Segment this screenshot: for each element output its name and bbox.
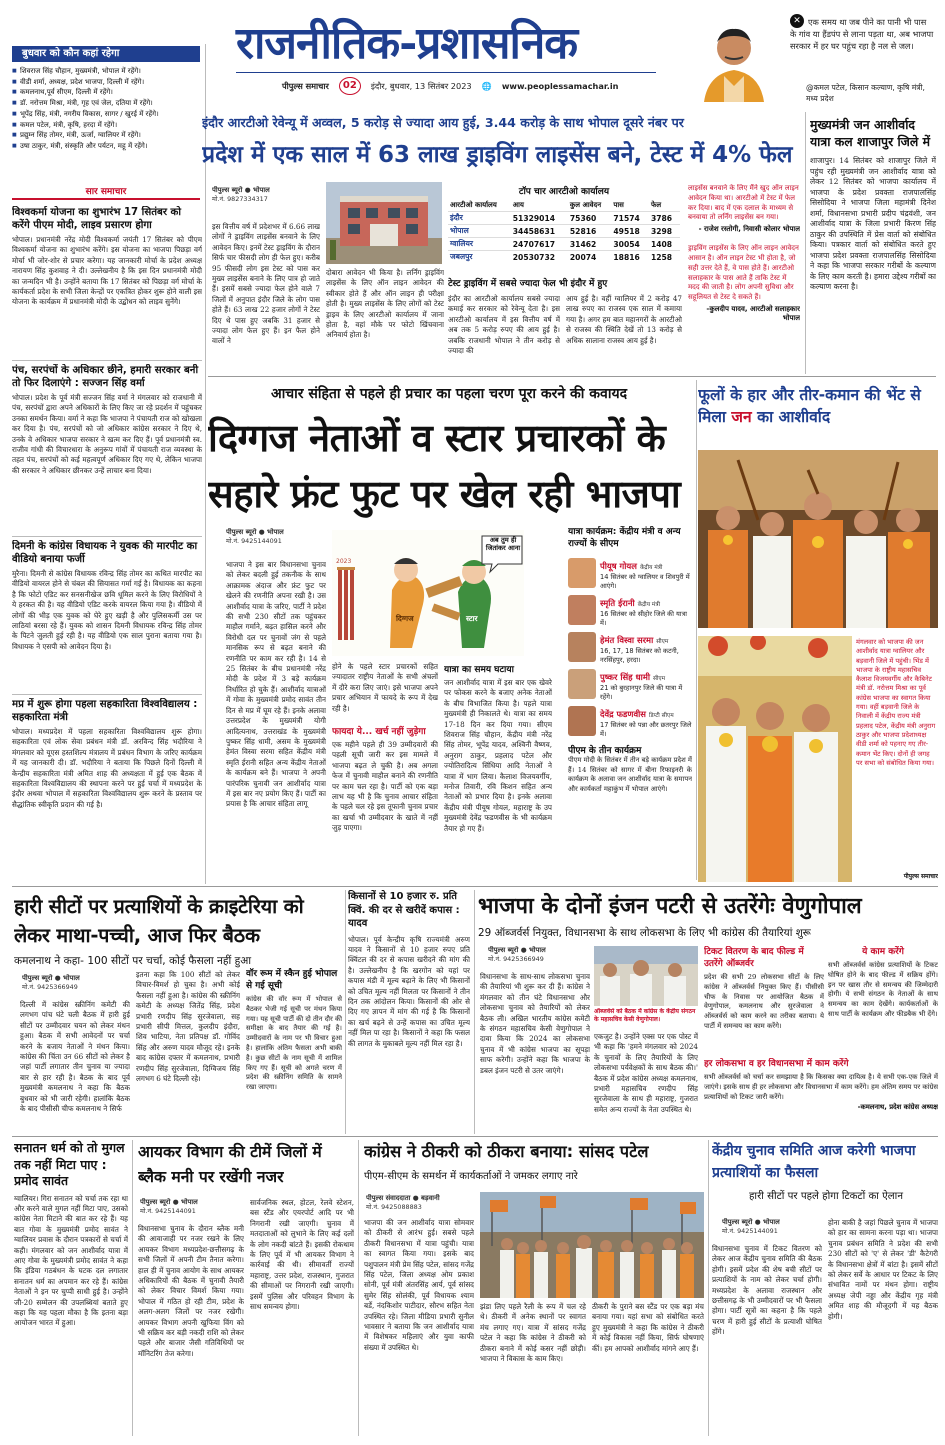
byline-mobile: मो.नं. 9425366949 <box>488 955 544 963</box>
table-row <box>448 238 680 251</box>
leader-schedule: 21 को बुरहानपुर जिले की यात्रा में रहेंगे। <box>600 684 683 701</box>
venugopal-photo <box>594 946 698 1006</box>
rto-sidebar <box>688 184 800 370</box>
sanatan-body: ग्वालियर। गिरा सनातन को चर्चा तक रहा था और करने वाले मुगल नहीं मिटा पाए, उसको कांग्रेस नेता मिटाने की बात कर रहे हैं। यह बात गोवा के मुख्यमंत्री प्रमोद सावंत ने ग्वालियर प्रवास के दौरान पत्रकारों से चर्चा में कही। मंगलवार को जन आशीर्वाद यात्रा में आए गोवा के मुख्यमंत्री प्रमोद सावंत ने कहा कि इंडिया गठबंधन के घटक दल लगातार सनातन धर्म का अपमान कर रहे हैं। कांग्रेस नेताओं ने इन पर चुप्पी साधी हुई है। उन्होंने जी-20 सम्मेलन की उपलब्धियां बताते हुए कहा कि यह पहला मौका है कि इतना बड़ा आयोजन भारत में हुआ। <box>14 1193 128 1328</box>
leader-role: डिप्टी सीएम <box>648 713 674 720</box>
kisan-story <box>348 890 470 1134</box>
table-cell: 24707617 <box>511 238 568 251</box>
kisan-body: भोपाल। पूर्व केन्द्रीय कृषि राज्यमंत्री अरुण यादव ने किसानों से 10 हजार रुपए प्रति क्विंटल की दर से कपास खरीदने की मांग की है। उल्लेखनीय है कि खरगोन को यहां पर कपास मंडी में मूल्य बढ़ाने के लिए भी किसानों को उचित मूल्य नहीं मिलता पर किसानों ने तीन दिन तक आंदोलन किया। किसानों की ओर से दिए गए ज्ञापन में मांग की गई है कि किसानों का खर्च बढ़ने से उन्हें कपास का उचित मूल्य नहीं मिल पा रहा है। किसानों ने कहा कि फसल की लागत के मुकाबले मूल्य नहीं मिल रहा है। <box>348 934 470 1048</box>
congress-col2: इतना कहा कि 100 सीटों को लेकर विचार-विमर्श हो चुका है। अभी कोई फैसला नहीं हुआ है। कांग्रेस की स्क्रीनिंग कमेटी के अध्यक्ष जितेंद्र सिंह, प्रदेश प्रभारी रणदीप सिंह सुरजेवाला, सह प्रभारी सीपी मित्तल, कुलदीप इंदौरा, शिव भाटिया, नेता प्रतिपक्ष डॉ. गोविंद सिंह और अरुण यादव मौजूद रहे। इनके बाद कांग्रेस दफ्तर में कमलनाथ, प्रभारी रणदीप सिंह सुरजेवाला, दिग्विजय सिंह लगभग 6 घंटे दिल्ली रहे। <box>136 970 240 1084</box>
saar-label <box>12 184 200 200</box>
table-cell: 31462 <box>568 238 611 251</box>
program-item <box>568 665 692 702</box>
leader-name: पुष्कर सिंह धामी <box>600 672 651 683</box>
program-item <box>568 554 692 591</box>
byline-mobile: मो.नं. 9425366949 <box>22 983 78 991</box>
table-row <box>448 225 680 238</box>
column-header: कुल आवेदन <box>569 201 602 209</box>
program-list <box>568 554 692 739</box>
rto-subhead: टेस्ट ड्राइविंग में सबसे ज्यादा फेल भी इंदौर में हुए <box>448 279 608 289</box>
thikri-byline <box>366 1194 476 1212</box>
list-item: ■ कमल पटेल, मंत्री, कृषि, हरदा में रहेंगे। <box>12 120 200 131</box>
thikri-col1: भाजपा की जन आशीर्वाद यात्रा सोमवार को ठीकरी से आरंभ हुई। सबसे पहले ठीकरी विधानसभा में यात्रा पहुंची। यात्रा का स्वागत किया गया। इसके बाद पशुपालन मंत्री प्रेम सिंह पटेल, सांसद गजेंद्र सिंह पटेल, जिला अध्यक्ष ओम प्रकाश सोनी, पूर्व मंत्री अंतरसिंह आर्य, पूर्व सांसद सुमेर सिंह सोलंकी, पूर्व विधायक श्याम बर्डे, नंदकिशोर पाटीदार, सौरभ सहित नेता उपस्थित रहे। जिला मीडिया प्रभारी सुनील भावसार ने बताया कि जन आशीर्वाद यात्रा में विशेषकर महिलाएं और युवा काफी संख्या में उपस्थित थे। <box>364 1218 474 1352</box>
phool-headline-b: का आशीर्वाद <box>757 408 831 426</box>
venugopal-box-3 <box>828 946 938 1072</box>
byline-org: पीपुल्स ब्यूरो ● भोपाल <box>212 186 270 194</box>
list-item: ■ डॉ. नरोत्तम मिश्रा, मंत्री, गृह एवं जेल, दतिया में रहेंगे। <box>12 98 200 109</box>
rto-table <box>448 200 680 263</box>
paper-name: पीपुल्स समाचार <box>282 80 329 91</box>
thikri-col3: ठीकरी के पुराने बस स्टैंड पर एक बड़ा मंच बनाया गया। यहां सभा को संबोधित करते हुए मुख्यमंत्री ने कहा कि कांग्रेस ने ठीकरी में कोई विकास नहीं किया, सिर्फ घोषणाएं कीं। हम आपको आशीर्वाद मांगने आए हैं। <box>592 1302 704 1353</box>
sidebar-quote-2-by: -कुलदीप यादव, आरटीओ सलाहकार भोपाल <box>706 304 800 322</box>
table-cell: 71574 <box>611 212 649 225</box>
list-item: ■ भूपेंद्र सिंह, मंत्री, नगरीय विकास, सागर / खुरई में रहेंगे। <box>12 109 200 120</box>
venugopal-photo-caption: ऑब्जर्वर्स को बैठक में कांग्रेस के केंद्रीय संगठन के महासचिव केसी वेणुगोपाल। <box>594 1008 696 1023</box>
rally-photo-1 <box>698 450 938 628</box>
list-item: ■ प्रद्युम्न सिंह तोमर, मंत्री, ऊर्जा, ग्वालियर में रहेंगे। <box>12 130 200 141</box>
bjp-headline: दिग्गज नेताओं व स्टार प्रचारकों के सहारे फ्रंट फुट पर खेल रही भाजपा <box>208 415 681 516</box>
budhwar-box <box>12 46 200 176</box>
table-cell: ग्वालियर <box>448 238 511 251</box>
leader-schedule: 17 सितंबर को पन्ना और छतरपुर जिले में। <box>600 721 692 738</box>
byline-mobile: मो.नं. 9425144091 <box>226 537 282 545</box>
section-title: राजनीतिक-प्रशासनिक <box>236 18 578 69</box>
saar-title: पंच, सरपंचों के अधिकार छीने, हमारी सरकार बनी तो फिर दिलाएंगे : सज्जन सिंह वर्मा <box>12 365 199 389</box>
leader-photo <box>568 632 596 662</box>
minister-photo <box>694 14 774 102</box>
byline-mobile: मो.नं. 9425144091 <box>140 1207 196 1215</box>
kisan-headline: किसानों से 10 हजार रु. प्रति क्विं. की दर से खरीदें कपास : यादव <box>348 891 460 929</box>
budhwar-heading: बुधवार को कौन कहां रहेगा <box>12 46 200 62</box>
bjp-fayda <box>332 724 438 880</box>
yatra-head: यात्रा का समय घटाया <box>444 665 514 675</box>
table-cell: 52816 <box>568 225 611 238</box>
kendriya-subhead: हारी सीटों पर पहले होगा टिकटों का ऐलान <box>749 1191 903 1202</box>
phool-headline <box>698 384 938 448</box>
byline-org: पीपुल्स ब्यूरो ● भोपाल <box>722 1218 780 1226</box>
byline-org: पीपुल्स ब्यूरो ● भोपाल <box>140 1198 198 1206</box>
table-title: टॉप चार आरटीओ कार्यालय <box>518 187 610 197</box>
table-cell: 20530732 <box>511 251 568 264</box>
leader-name: स्मृति ईरानी <box>600 598 635 609</box>
kendriya-col1: विधानसभा चुनाव में टिकट वितरण को लेकर आज केंद्रीय चुनाव समिति की बैठक होगी। इसमें प्रदेश की शेष बची सीटों पर प्रत्याशियों के नाम को लेकर चर्चा होगी। मध्यप्रदेश के अलावा राजस्थान और छत्तीसगढ़ के भी उम्मीदवारों पर भी फैसला होगा। पार्टी सूत्रों का कहना है कि पहले चरण में हारी हुई सीटों के प्रत्याशी घोषित होंगे। <box>712 1244 822 1337</box>
venugopal-box-1 <box>704 946 824 1052</box>
leader-schedule: 14 सितंबर को ग्वालियर व शिवपुरी में आएंगे। <box>600 573 690 590</box>
congress-subhead: कमलनाथ ने कहा- 100 सीटों पर चर्चा, कोई फैसला नहीं हुआ <box>14 955 252 967</box>
table-header-row <box>448 200 680 212</box>
box-body: सभी ऑब्जर्वर्स कांग्रेस प्रत्याशियों के टिकट घोषित होने के बाद फील्ड में सक्रिय होंगे। इन पर खास तौर से समन्वय की जिम्मेदारी होगी। ये सभी संगठन के नेताओं के साथ समन्वय का काम देखेंगे। कार्यकर्ताओं के साथ पार्टी के कार्यक्रम और फीडबैक भी देंगे। <box>828 961 938 1018</box>
saar-body: मुरैना। दिमनी से कांग्रेस विधायक रविन्द्र सिंह तोमर का कथित मारपीट का वीडियो वायरल होने से चंबल की सियासत गर्मा गई है। विधायक का कहना है कि फोटो एडिट कर सनसनीखेज छवि धूमिल करने के लिए विरोधियों ने ये हरकत की है। यह वीडियो एडिट करके वायरल किया गया है। वीडियो में लोगों की भीड़ एक युवक को घेरे हुए खड़ी है और पुलिसकर्मी उस पर लाठियां बरसा रहे हैं। युवक को शासन दिमनी विधायक रविन्द्र सिंह तोमर के पिटने जुलती हुई रही है। यह वीडियो एक साल पुराना बताया गया है। विधायक ने एसपी को आवेदन दिया है। <box>12 569 202 651</box>
cm-shajapur-body: शाजापुर। 14 सितंबर को शाजापुर जिले में पहुंच रही मुख्यमंत्री जन आशीर्वाद यात्रा को लेकर 12 सितंबर को भाजपा कार्यालय में भाजपा के प्रदेश प्रवक्ता राजपालसिंह सिसोदिया ने भाजपा जिला महामंत्री दिनेश शर्मा, विधानसभा प्रभारी प्रदीप चंद्रवंशी, जन आशीर्वाद यात्रा के जिला प्रभारी किरण सिंह ठाकुर की उपस्थिति में प्रेस वार्ता को संबोधित किया। पत्रकार वार्ता को संबोधित करते हुए भाजपा प्रदेश प्रवक्ता राजपालसिंह सिसोदिया ने कहा कि भाजपा सरकार गरीबों के कल्याण के लिए काम करती है। हमारा उद्देश्य गरीबों का कल्याण करना है। <box>810 156 936 291</box>
byline-org: पीपुल्स ब्यूरो ● भोपाल <box>226 528 284 536</box>
table-cell: इंदौर <box>448 212 511 225</box>
war-room-head: वॉर रूम में स्कैन हुई भोपाल से गई सूची <box>246 969 338 991</box>
cartoon-speech-bubble: अब तुम ही जितांकर आना <box>485 536 521 552</box>
website: www.peoplessamachar.in <box>501 81 619 91</box>
list-item: ■ वीडी शर्मा, अध्यक्ष, प्रदेश भाजपा, दिल्ली में रहेंगे। <box>12 77 200 88</box>
photo-credit: पीपुल्स समाचार <box>903 873 938 880</box>
phool-headline-jan: जन <box>731 408 752 426</box>
table-row <box>448 212 680 225</box>
box-head: हर लोकसभा व हर विधानसभा में काम करेंगे <box>704 1059 849 1069</box>
venugopal-byline <box>488 946 592 964</box>
sanatan-story <box>14 1140 128 1436</box>
rally-photo-2 <box>698 636 852 882</box>
leader-photo <box>568 669 596 699</box>
table-cell: 49518 <box>611 225 649 238</box>
table-cell: भोपाल <box>448 225 511 238</box>
congress-col1: दिल्ली में कांग्रेस स्क्रीनिंग कमेटी की लगभग पांच घंटे चली बैठक में हारी हुई सीटों पर उम्मीदवार चयन को लेकर मंथन हुआ। बैठक में सभी आवेदनों पर चर्चा करने के बजाय नेताओं ने मंथन किया। कांग्रेस की चिंता उन 66 सीटों को लेकर है जहां पार्टी लगातार तीन चुनाव या ज्यादा बार से हार रही है। बैठक के बाद पूर्व मुख्यमंत्री कमलनाथ ने कहा कि बैठक बुधवार को भी जारी रहेगी। हालांकि बैठक के बाद पीसीसी चीफ कमलनाथ ने सिर्फ <box>20 1000 130 1114</box>
fayda-body: एक महीने पहले ही 39 उम्मीदवारों की पहली सूची जारी कर इस मामले में भाजपा बढ़त ले चुकी है। अब अगला फेज में चुनावी माहौल बनाने की रणनीति पर काम चल रहा है। पार्टी को एक बड़ा लाभ यह भी है कि चुनाव आचार संहिता के पहले चल रहे इस तूफानी चुनाव प्रचार का खर्चा भी उम्मीदवार के खाते में नहीं जुड़ पाएगा। <box>332 740 438 833</box>
program-item <box>568 591 692 628</box>
budhwar-list <box>12 62 200 152</box>
dateline: इंदौर, बुधवार, 13 सितंबर 2023 <box>370 80 472 91</box>
rto-col3: इंदौर का आरटीओ कार्यालय सबसे ज्यादा कमाई कर सरकार को रेवेन्यू देता है। इस आरटीओ कार्यालय में इस वित्तीय वर्ष में अब तक 5 करोड़ रुपए की आय हुई है। जबकि राजधानी भोपाल ने तीन करोड़ से ज्यादा की <box>448 294 560 356</box>
photo-caption: मंगलवार को भाजपा की जन आशीर्वाद यात्रा ग्वालियर और बड़वानी जिले में पहुंची। भिंड में भाजपा के राष्ट्रीय महासचिव कैलाश विजयवर्गीय और कैबिनेट मंत्री डॉ. नरोत्तम मिश्रा का पूर्व कांग्रेस भाजपा का स्वागत किया गया। वहीं बड़वानी जिले के निवाली में केंद्रीय राज्य मंत्री प्रहलाद पटेल, केंद्रीय मंत्री अनुराग ठाकुर और भाजपा प्रदेशाध्यक्ष वीडी शर्मा को पहनाए गए तीर-कमान भेंट किए। दोनों ही जगह पर सभा को संबोधित किया गया। <box>856 638 936 767</box>
quote-text: एक समय था जब पीने का पानी भी पास के गांव या हैंडपंप से लाना पड़ता था, अब भाजपा सरकार में हर घर पहुंच रहा है नल से जल। <box>790 17 934 51</box>
x-icon: ✕ <box>790 14 804 28</box>
table-cell: 75360 <box>568 212 611 225</box>
table-cell: 51329014 <box>511 212 568 225</box>
phool-headline-a: फूलों के हार और तीर-कमान की भेंट से मिला <box>698 386 921 426</box>
thikri-rally-photo <box>480 1192 704 1298</box>
thikri-subhead: पीएम-सीएम के समर्थन में कार्यकर्ताओं ने जमकर लगाए नारे <box>364 1171 578 1182</box>
war-room-box <box>246 968 342 1130</box>
leader-name: देवेंद्र फडणवीस <box>600 709 646 720</box>
leader-photo <box>568 706 596 736</box>
byline-org: पीपुल्स संवाददाता ● बड़वानी <box>366 1194 440 1202</box>
kendriya-col2: होना बाकी है जहां पिछले चुनाव में भाजपा को हार का सामना करना पड़ा था। भाजपा चुनाव प्रबंधन समिति ने प्रदेश की सभी 230 सीटों को 'ए' से लेकर 'डी' कैटेगरी के विधानसभा क्षेत्रों में बांटा है। इसमें सीटों को लेकर सर्वे के आधार पर टिकट के लिए संभावित नामों पर मंथन होगा। राष्ट्रीय अध्यक्ष जेपी नड्डा और केंद्रीय गृह मंत्री अमित शाह की मौजूदगी में यह बैठक होगी। <box>828 1218 938 1321</box>
saar-item-1 <box>12 206 202 354</box>
saar-item-2 <box>12 364 202 534</box>
congress-headline: हारी सीटों पर प्रत्याशियों के क्राइटेरिया को लेकर माथा-पच्ची, आज फिर बैठक <box>14 895 304 947</box>
quote-author: @कमल पटेल, किसान कल्याण, कृषि मंत्री, मध्य प्रदेश <box>806 83 925 103</box>
cartoon-score: 2023 <box>336 558 352 565</box>
bjp-col1: भाजपा ने इस बार विधानसभा चुनाव को लेकर बदली हुई तकनीक के साथ आक्रामक अंदाज और फ्रंट फुट पर खेलने की रणनीति अपना रखी है। उस आशीर्वाद यात्रा के जरिए, पार्टी ने प्रदेश की सभी 230 सीटों तक पहुंचकर माहौल गर्माने, बढ़त हासिल करने और विरोधी दल पर चुनावों जंग से पहले मानसिक रूप से बढ़त बनाने की रणनीति पर काम कर रही है। 14 से 25 सितंबर के बीच प्रधानमंत्री नरेंद्र मोदी के प्रदेश में 3 बड़े कार्यक्रम निर्धारित हो चुके हैं। आशीर्वाद यात्राओं में गोवा के मुख्यमंत्री प्रमोद सावंत तीन दिन से मप्र में घूम रहे हैं। इनके अलावा उत्तरप्रदेश के मुख्यमंत्री योगी आदित्यनाथ, उत्तराखंड के मुख्यमंत्री पुष्कर सिंह धामी, असम के मुख्यमंत्री हेमंत विस्वा सरमा सहित केंद्रीय मंत्री स्मृति ईरानी सहित अन्य केंद्रीय नेताओं के कार्यक्रम बने हैं। भाजपा ने अपनी पारंपरिक चुनावी जन आशीर्वाद यात्रा में इस बार नए प्रयोग किए हैं। पार्टी का प्रयास है कि आचार संहिता लागू <box>226 560 326 809</box>
leader-photo <box>568 558 596 588</box>
globe-icon: 🌐 <box>481 80 492 91</box>
table-cell: 20074 <box>568 251 611 264</box>
column-header: फेल <box>650 201 662 209</box>
cm-shajapur-headline: मुख्यमंत्री जन आशीर्वाद यात्रा कल शाजापुर जिले में <box>810 117 930 149</box>
list-item: ■ उषा ठाकुर, मंत्री, संस्कृति और पर्यटन, महू में रहेंगे। <box>12 141 200 152</box>
saar-title: दिमनी के कांग्रेस विधायक ने युवक की मारपीट का वीडियो बनाया फर्जी <box>12 541 198 565</box>
cartoon-bat-label: दिग्गज <box>396 614 414 623</box>
saar-body: भोपाल। प्रधानमंत्री नरेंद्र मोदी विश्वकर्मा जयंती 17 सितंबर को पीएम विश्वकर्मा योजना का शुभारंभ करेंगे। इस योजना का भाजपा पिछड़ा वर्ग मोर्चा भी जोर-शोर से प्रचार करेगा। यह जानकारी मोर्चा के प्रदेश अध्यक्ष नारायण सिंह कुशवाह ने दी। उल्लेखनीय है कि इस दिन प्रधानमंत्री मोदी का जन्मदिन भी है। उन्होंने बताया कि 17 सितंबर को पिछड़ा वर्ग मोर्चा के कार्यकर्ता प्रदेश के सभी जिला केन्द्रों पर एकत्रित होकर शुरू होने वाली इस योजना के कार्यक्रम में प्रधानमंत्री मोदी के उद्बोधन को लाइव सुनेंगे। <box>12 235 202 307</box>
column-header: आरटीओ कार्यालय <box>450 201 497 209</box>
cricket-cartoon <box>332 530 524 656</box>
dateline-bar <box>282 76 672 96</box>
leader-name: हेमंत विस्वा सरमा <box>600 635 654 646</box>
box-body: सभी ऑब्जर्वर्स को चर्चा कर समझाया है कि किसका क्या दायित्व है। ये सभी एक-एक जिले में जाएंगे। इसके साथ ही हर लोकसभा और विधानसभा में काम करेंगे। हम अंतिम समय पर कांग्रेस प्रत्याशियों को टिकट जारी करेंगे। <box>704 1073 938 1101</box>
kendriya-byline <box>722 1218 822 1236</box>
kendriya-headline: केंद्रीय चुनाव समिति आज करेगी भाजपा प्रत्याशियों का फैसला <box>712 1143 916 1181</box>
table-cell: 34458631 <box>511 225 568 238</box>
venugopal-box-2 <box>704 1058 938 1134</box>
list-item: ■ कमलनाथ,पूर्व सीएम, दिल्ली में रहेंगे। <box>12 87 200 98</box>
leader-role: सीएम <box>656 639 669 646</box>
list-item: ■ शिवराज सिंह चौहान, मुख्यमंत्री, भोपाल में रहेंगे। <box>12 66 200 77</box>
rto-kicker: इंदौर आरटीओ रेवेन्यू में अव्वल, 5 करोड़ से ज्यादा आय हुई, 3.44 करोड़ के साथ भोपाल दूसरे नंबर पर <box>202 115 684 130</box>
yatra-body: जन आशीर्वाद यात्रा में इस बार एक खेवरे पर फोकस करने के बजाए अनेक नेताओं के बीच विभाजित किया है। पहले यात्रा मुख्यमंत्री ही निकालते थे। यात्रा का समय 17-18 दिन कर दिया गया। सीएम शिवराज सिंह चौहान, केंद्रीय मंत्री नरेंद्र सिंह तोमर, भूपेंद्र यादव, अश्विनी वैष्णव, अनुराग ठाकुर, प्रहलाद पटेल और ज्योतिरादित्य सिंधिया आदि नेताओं ने यात्रा में भाग लिया। कैलाश विजयवर्गीय, मनोज तिवारी, रवि किशन सहित अन्य नेताओं को प्रभार दिया है। इनके अलावा केंद्रीय मंत्री पीयूष गोयल, महाराष्ट्र के उप मुख्यमंत्री देवेंद्र फडणवीस के भी कार्यक्रम तैयार हो गए हैं। <box>444 678 552 833</box>
congress-byline <box>22 974 130 992</box>
saar-item-4 <box>12 698 202 876</box>
pm-program-body: पीएम मोदी के सितंबर में तीन बड़े कार्यक्रम प्रदेश में हैं। 14 सितंबर को सागर में बीना रिफाइनरी के कार्यक्रम के अलावा जन आशीर्वाद यात्रा के समापन और कार्यकर्ता महाकुंभ में भोपाल आएंगे। <box>568 756 692 793</box>
quote-box <box>694 10 934 110</box>
rto-table-box <box>448 184 680 272</box>
sidebar-quote-1-by: - राजेश रस्तोगी, निवासी कोलार भोपाल <box>698 225 800 234</box>
leader-role: केंद्रीय मंत्री <box>639 565 663 572</box>
aaykar-col2: सार्वजनिक स्थल, होटल, रेलवे स्टेशन, बस स्टैंड और एयरपोर्ट आदि पर भी निगरानी रखी जाएगी। चुनाव में मतदाताओं को लुभाने के लिए कई दलों के लोग नकदी बांटते हैं। इसकी रोकथाम के लिए पूर्व में भी आयकर विभाग ने कार्रवाई की थी। सीमावर्ती राज्यों महाराष्ट्र, उत्तर प्रदेश, राजस्थान, गुजरात की सीमाओं पर निगरानी रखी जाएगी। इसमें पुलिस और परिवहन विभाग के साथ समन्वय होगा। <box>250 1198 354 1312</box>
fayda-head: फायदा ये... खर्च नहीं जुड़ेगा <box>332 727 426 737</box>
table-row <box>448 251 680 264</box>
sidebar-quote-2: ड्राइविंग लाइसेंस के लिए ऑन लाइन आवेदन आसान है। ऑन लाइन टेस्ट भी होता है, जो सही उत्तर देते हैं, वे पास होते हैं। आरटीओ सलाहकार के पास आते हैं ताकि टेस्ट में मदद की जाती है। लोग अपनी सुविधा और सहूलियत से टेस्ट दे सकते हैं। <box>688 244 799 302</box>
bjp-col2: होने के पहले स्टार प्रचारकों सहित ज्यादातर राष्ट्रीय नेताओं के सभी अंचलों में दौरे करा लिए जाएं। इसे भाजपा अपने प्रचार अभियान में फायदे के रूप में देख रही है। <box>332 662 438 713</box>
rto-col2: दोबारा आवेदन भी किया है। लर्निंग ड्राइविंग लाइसेंस के लिए ऑन लाइन आवेदन की स्वीकार होते हैं और ऑन लाइन ही परीक्षा होती है। मुख्य लाइसेंस के लिए लोगों को टेस्ट ड्राइव के लिए आरटीओ कार्यालय में जाना होता है, वहां मौके पर फोटो खिंचवाना अनिवार्य होता है। <box>326 268 444 340</box>
war-room-body: कांग्रेस की वॉर रूम में भोपाल से बैठकर भेजी गई सूची पर मंथन किया गया। यह सूची पार्टी की दो तीन दौर की समीक्षा के बाद तैयार की गई है। उम्मीदवारों के नाम पर भी विचार हुआ है। हालांकि अंतिम फैसला अभी बाकी है। कुछ सीटों के नाम सूची में शामिल किए गए हैं। सूची को अगले चरण में प्रदेश की स्क्रीनिंग समिति के सामने रखा जाएगा। <box>246 995 342 1092</box>
table-cell: 18816 <box>611 251 649 264</box>
saar-body: भोपाल। प्रदेश के पूर्व मंत्री सज्जन सिंह वर्मा ने मंगलवार को राजधानी में पंच, सरपंचों द्वारा अपने अधिकारों के लिए किए जा रहे प्रदर्शन में पहुंचकर उनका समर्थन किया। वर्मा ने कहा कि भाजपा ने पंचायती राज को खोखला कर दिया है। पंच, सरपंचों को जो अधिकार कांग्रेस सरकार ने दिए थे, उनके वे अधिकार भाजपा सरकार ने खत्म कर दिए हैं। पूर्व प्रधानमंत्री स्व. राजीव गांधी की विचारधारा के अनुरूप गांवों में पंचायती राज व्यवस्था के तहत पंच, सरपंचों को कई महत्वपूर्ण अधिकार दिए गए थे, लेकिन भाजपा की सरकार ने अधिकार छीनकर उन्हें लाचार बना दिया। <box>12 393 202 475</box>
program-item <box>568 702 692 739</box>
table-cell: 1258 <box>649 251 680 264</box>
column-header: आय <box>512 201 524 209</box>
aaykar-byline <box>140 1198 248 1216</box>
column-header: पास <box>613 201 624 209</box>
leader-role: सीएम <box>653 676 666 683</box>
rto-office-photo <box>326 182 442 264</box>
box-body: प्रदेश की सभी 29 लोकसभा सीटों के लिए कांग्रेस ने ऑब्जर्वर्स नियुक्त किए हैं। पीसीसी चीफ के निवास पर आयोजित बैठक में वेणुगोपाल, कमलनाथ और सुरजेवाला ने ऑब्जर्वर्स को काम करने का तरीका बताया। ये पार्टी में समन्वय का काम करेंगे। <box>704 973 824 1030</box>
program-item <box>568 628 692 665</box>
table-cell: 1408 <box>649 238 680 251</box>
cartoon-bat-label: स्टार <box>466 614 478 623</box>
box-head: ये काम करेंगे <box>862 947 904 957</box>
byline-org: पीपुल्स ब्यूरो ● भोपाल <box>488 946 546 954</box>
page-number: 02 <box>339 77 361 95</box>
venugopal-headline: भाजपा के दोनों इंजन पटरी से उतरेंगेः वेणुगोपाल <box>478 893 862 919</box>
rto-col4: आय हुई है। वहीं ग्वालियर में 2 करोड़ 47 लाख रुपए का राजस्व एक साल में कमाया गया है। अगर हम बात महानगरों के आरटीओ से राजस्व की स्थिति देखें तो 13 करोड़ से अधिक सालाना राजस्व आय हुई है। <box>566 294 682 345</box>
table-cell: 3298 <box>649 225 680 238</box>
thikri-headline: कांग्रेस ने ठीकरी को ठीकरा बनाया: सांसद पटेल <box>364 1142 649 1161</box>
leader-schedule: 16, 17, 18 सितंबर को कटनी, नरसिंहपुर, हरदा। <box>600 647 679 664</box>
leader-schedule: 16 सितंबर को सीहोर जिले की यात्रा में। <box>600 610 687 627</box>
leader-photo <box>568 595 596 625</box>
thikri-col2: झंडा लिए पहले रैली के रूप में चल रहे थे। ठीकरी में अनेक स्थानों पर स्वागत मंच लगाए गए। यात्रा में सांसद गजेंद्र पटेल ने कहा कि कांग्रेस ने ठीकरी को ठीकरा बनाने में कोई कसर नहीं छोड़ी। भाजपा ने विकास के काम किए। <box>480 1302 586 1364</box>
table-cell: 30054 <box>611 238 649 251</box>
saar-body: भोपाल। मध्यप्रदेश में पहला सहकारिता विश्वविद्यालय शुरू होगा। सहकारिता एवं लोक सेवा प्रबंधन मंत्री डॉ. अरविन्द सिंह भदौरिया ने मंगलवार को यूएस हस्तशिल्प मंत्रालय में प्रबंधन विभाग के जरिए कार्यक्रम में यह जानकारी दी। डॉ. भदौरिया ने बताया कि पिछले दिनों दिल्ली में केन्द्रीय सहकारिता मंत्री अमित शाह की अध्यक्षता में हुई एक बैठक में सहकारिता विश्वविद्यालय की स्थापना करने पर हुई चर्चा में मध्यप्रदेश के इंदौर अथवा भोपाल में सहकारिता विश्वविद्यालय शुरू करने के प्रस्ताव पर सैद्धांतिक स्वीकृति प्रदान की गई है। <box>12 727 202 809</box>
aaykar-headline: आयकर विभाग की टीमें जिलों में ब्लैक मनी पर रखेंगी नजर <box>138 1143 322 1186</box>
venugopal-col1: विधानसभा के साथ-साथ लोकसभा चुनाव की तैयारियां भी शुरू कर दी हैं। कांग्रेस ने मंगलवार को तीन घंटे विधानसभा और लोकसभा चुनाव को तैयारियों को लेकर बैठक ली। अखिल भारतीय कांग्रेस कमेटी के संगठन महासचिव केसी वेणुगोपाल ने दावा किया कि 2024 का लोकसभा चुनाव में भी कांग्रेस भाजपा का सूपड़ा साफ करेगी। उन्होंने कहा कि भाजपा के डबल इंजन पटरी से उतर जाएंगे। <box>480 972 590 1075</box>
sidebar-quote-1: लाइसेंस बनवाने के लिए मैंने खुद ऑन लाइन आवेदन किया था। आरटीओ में टेस्ट में फेल कर दिया। बाद में एक दलाल के माध्यम से बनवाया तो लर्निंग लाइसेंस बन गया। <box>688 184 799 222</box>
sanatan-headline: सनातन धर्म को तो मुगल तक नहीं मिटा पाए : प्रमोद सावंत <box>14 1140 125 1188</box>
bjp-yatra-samay <box>444 662 552 880</box>
rto-headline: प्रदेश में एक साल में 63 लाख ड्राइविंग लाइसेंस बने, टेस्ट में 4% फेल <box>202 142 793 168</box>
rto-col1: इस वित्तीय वर्ष में प्रदेशभर में 6.66 लाख लोगों ने ड्राइविंग लाइसेंस बनवाने के लिए आवेदन किए। इनमें टेस्ट ड्राइविंग के दौरान सिर्फ चार फीसदी लोग ही फेल हुए। करीब 95 फीसदी लोग इस टेस्ट को पास कर मुख्य लाइसेंस बनाने के लिए पात्र हो जाते हैं। इसमें सबसे ज्यादा फेल होने वाले 7 जिलों में अनुपात इंदौर जिले के लोग पास होते हैं। 63 लाख 22 हजार लोगों ने टेस्ट दिए थे पास हुए जबकि 31 हजार से ज्यादा लोग फेल हुए हैं। इन फैल होने वालों ने <box>212 222 320 346</box>
rto-byline <box>212 186 318 204</box>
bjp-byline <box>226 528 336 550</box>
leader-name: पीयूष गोयल <box>600 561 637 572</box>
venugopal-subhead: 29 ऑब्जर्वर्स नियुक्त, विधानसभा के साथ लोकसभा के लिए भी कांग्रेस की तैयारियां शुरू <box>478 927 811 939</box>
bjp-kicker: आचार संहिता से पहले ही प्रचार का पहला चरण पूरा करने की कवायद <box>270 386 628 402</box>
byline-mobile: मो.नं. 9425088883 <box>366 1203 422 1211</box>
aaykar-col1: विधानसभा चुनाव के दौरान ब्लैक मनी की आवाजाही पर नजर रखने के लिए आयकर विभाग मध्यप्रदेश-छत्तीसगढ़ के सभी जिलों में अपनी टीम तैनात करेगा। हाल ही में चुनाव आयोग के साथ आयकर अधिकारियों की बैठक में चुनावी तैयारी को लेकर विचार विमर्श किया गया। भोपाल में गठित हो रही टीम, प्रदेश के अलग-अलग जिलों पर नजर रखेगी। आयकर विभाग अपनी खुफिया विंग को भी सक्रिय कर बड़ी नकदी राशि को लेकर पहले और बाजार जैसी गतिविधियों पर मॉनिटरिंग तेज करेगा। <box>138 1224 244 1358</box>
saar-item-3 <box>12 540 202 688</box>
yatra-program <box>568 526 692 880</box>
saar-label-text: सार समाचार <box>85 187 127 197</box>
byline-mobile: मो.नं. 9425144091 <box>722 1227 778 1235</box>
venugopal-col2: एकजुट है। उन्होंने एक्स पर एक पोस्ट में भी कहा कि 'हमने मंगलवार को 2024 के चुनावों के लिए तैयारियों के लिए लोकसभा पर्यवेक्षकों के साथ बैठक की।' बैठक में प्रदेश कांग्रेस अध्यक्ष कमलनाथ, प्रभारी महासचिव रणदीप सिंह सुरजेवाला के साथ ही महाराष्ट्र, गुजरात समेत अन्य राज्यों के नेता उपस्थित थे। <box>594 1032 698 1114</box>
saar-title: विश्वकर्मा योजना का शुभारंभ 17 सितंबर को करेंगे पीएम मोदी, लाइव प्रसारण होगा <box>12 207 182 231</box>
program-heading: यात्रा कार्यक्रम: केंद्रीय मंत्री व अन्य राज्यों के सीएम <box>568 527 681 549</box>
byline-mobile: मो.नं. 9827334317 <box>212 195 268 203</box>
table-cell: जबलपुर <box>448 251 511 264</box>
pm-program-head: पीएम के तीन कार्यक्रम <box>568 746 642 756</box>
box-byline: -कमलनाथ, प्रदेश कांग्रेस अध्यक्ष <box>857 1103 938 1112</box>
leader-role: केंद्रीय मंत्री <box>637 602 661 609</box>
box-head: टिकट वितरण के बाद फील्ड में उतरेंगे ऑब्जर्वर <box>704 947 804 969</box>
table-cell: 3786 <box>649 212 680 225</box>
saar-title: मप्र में शुरू होगा पहला सहकारिता विश्वविद्यालय : सहकारिता मंत्री <box>12 699 198 723</box>
cm-shajapur <box>810 116 936 374</box>
byline-org: पीपुल्स ब्यूरो ● भोपाल <box>22 974 80 982</box>
